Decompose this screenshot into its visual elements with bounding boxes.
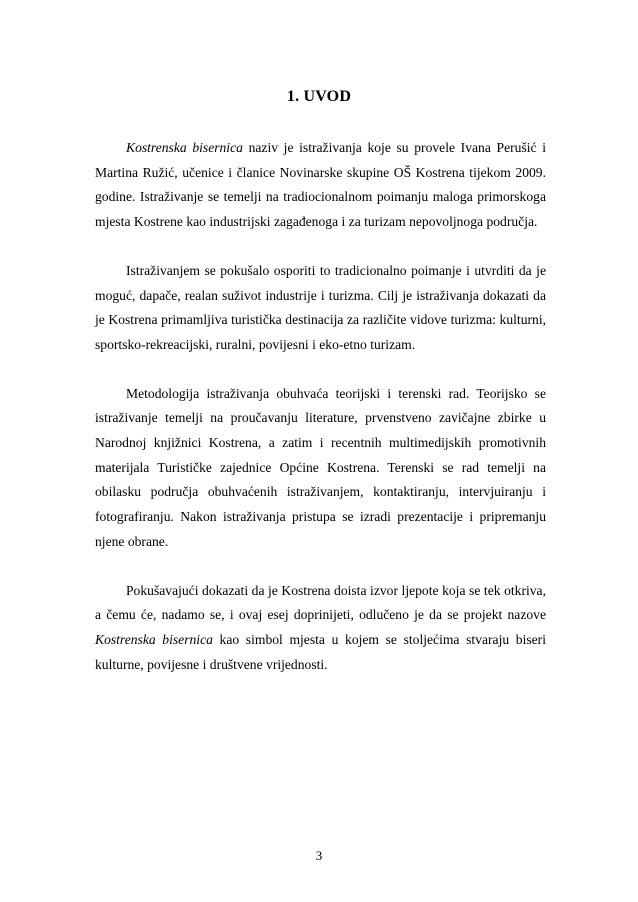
paragraph-conclusion <box>95 579 546 678</box>
paragraph-goal <box>95 259 546 358</box>
paragraph-methodology <box>95 382 546 555</box>
paragraph-goal-text: Istraživanjem se pokušalo osporiti to tradicionalno poimanje i utvrditi da je moguć, dapače, realan suživot industrije i turizma. Cilj je istraživanja dokazati da je Kostrena primamljiva turistička destinacija za različite vidove turizma: kulturni, sportsko-rekreacijski, ruralni, povijesni i eko-etno turizam. <box>95 262 546 352</box>
paragraph-intro <box>95 136 546 235</box>
document-body <box>95 136 546 701</box>
paragraph-conclusion-text-after: kao simbol mjesta u kojem se stoljećima stvaraju biseri kulturne, povijesne i društvene vrijednosti. <box>95 631 546 672</box>
paragraph-methodology-text: Metodologija istraživanja obuhvaća teorijski i terenski rad. Teorijsko se istraživanje temelji na proučavanju literature, prvenstveno zavičajne zbirke u Narodnoj knjižnici Kostrena, a zatim i recentnih multimedijskih promotivnih materijala Turističke zajednice Općine Kostrena. Terenski se rad temelji na obilasku područja obuhvaćenih istraživanjem, kontaktiranju, intervjuiranju i fotografiranju. Nakon istraživanja pristupa se izradi prezentacije i pripremanju njene obrane. <box>95 385 546 549</box>
project-title-italic: Kostrenska bisernica <box>126 140 243 155</box>
page-number: 3 <box>315 848 323 863</box>
paragraph-intro-text: naziv je istraživanja koje su provele Ivana Perušić i Martina Ružić, učenice i članice Novinarske skupine OŠ Kostrena tijekom 2009. godine. Istraživanje se temelji na tradiocionalnom poimanju maloga primorskoga mjesta Kostrene kao industrijski zagađenoga i za turizam nepovoljnoga područja. <box>95 140 546 230</box>
paragraph-conclusion-text-before: Pokušavajući dokazati da je Kostrena doista izvor ljepote koja se tek otkriva, a čemu će, nadamo se, i ovaj esej doprinijeti, odlučeno je da se projekt nazove <box>95 582 546 623</box>
project-title-italic-inline: Kostrenska bisernica <box>95 631 213 647</box>
section-heading: 1. UVOD <box>286 88 352 105</box>
